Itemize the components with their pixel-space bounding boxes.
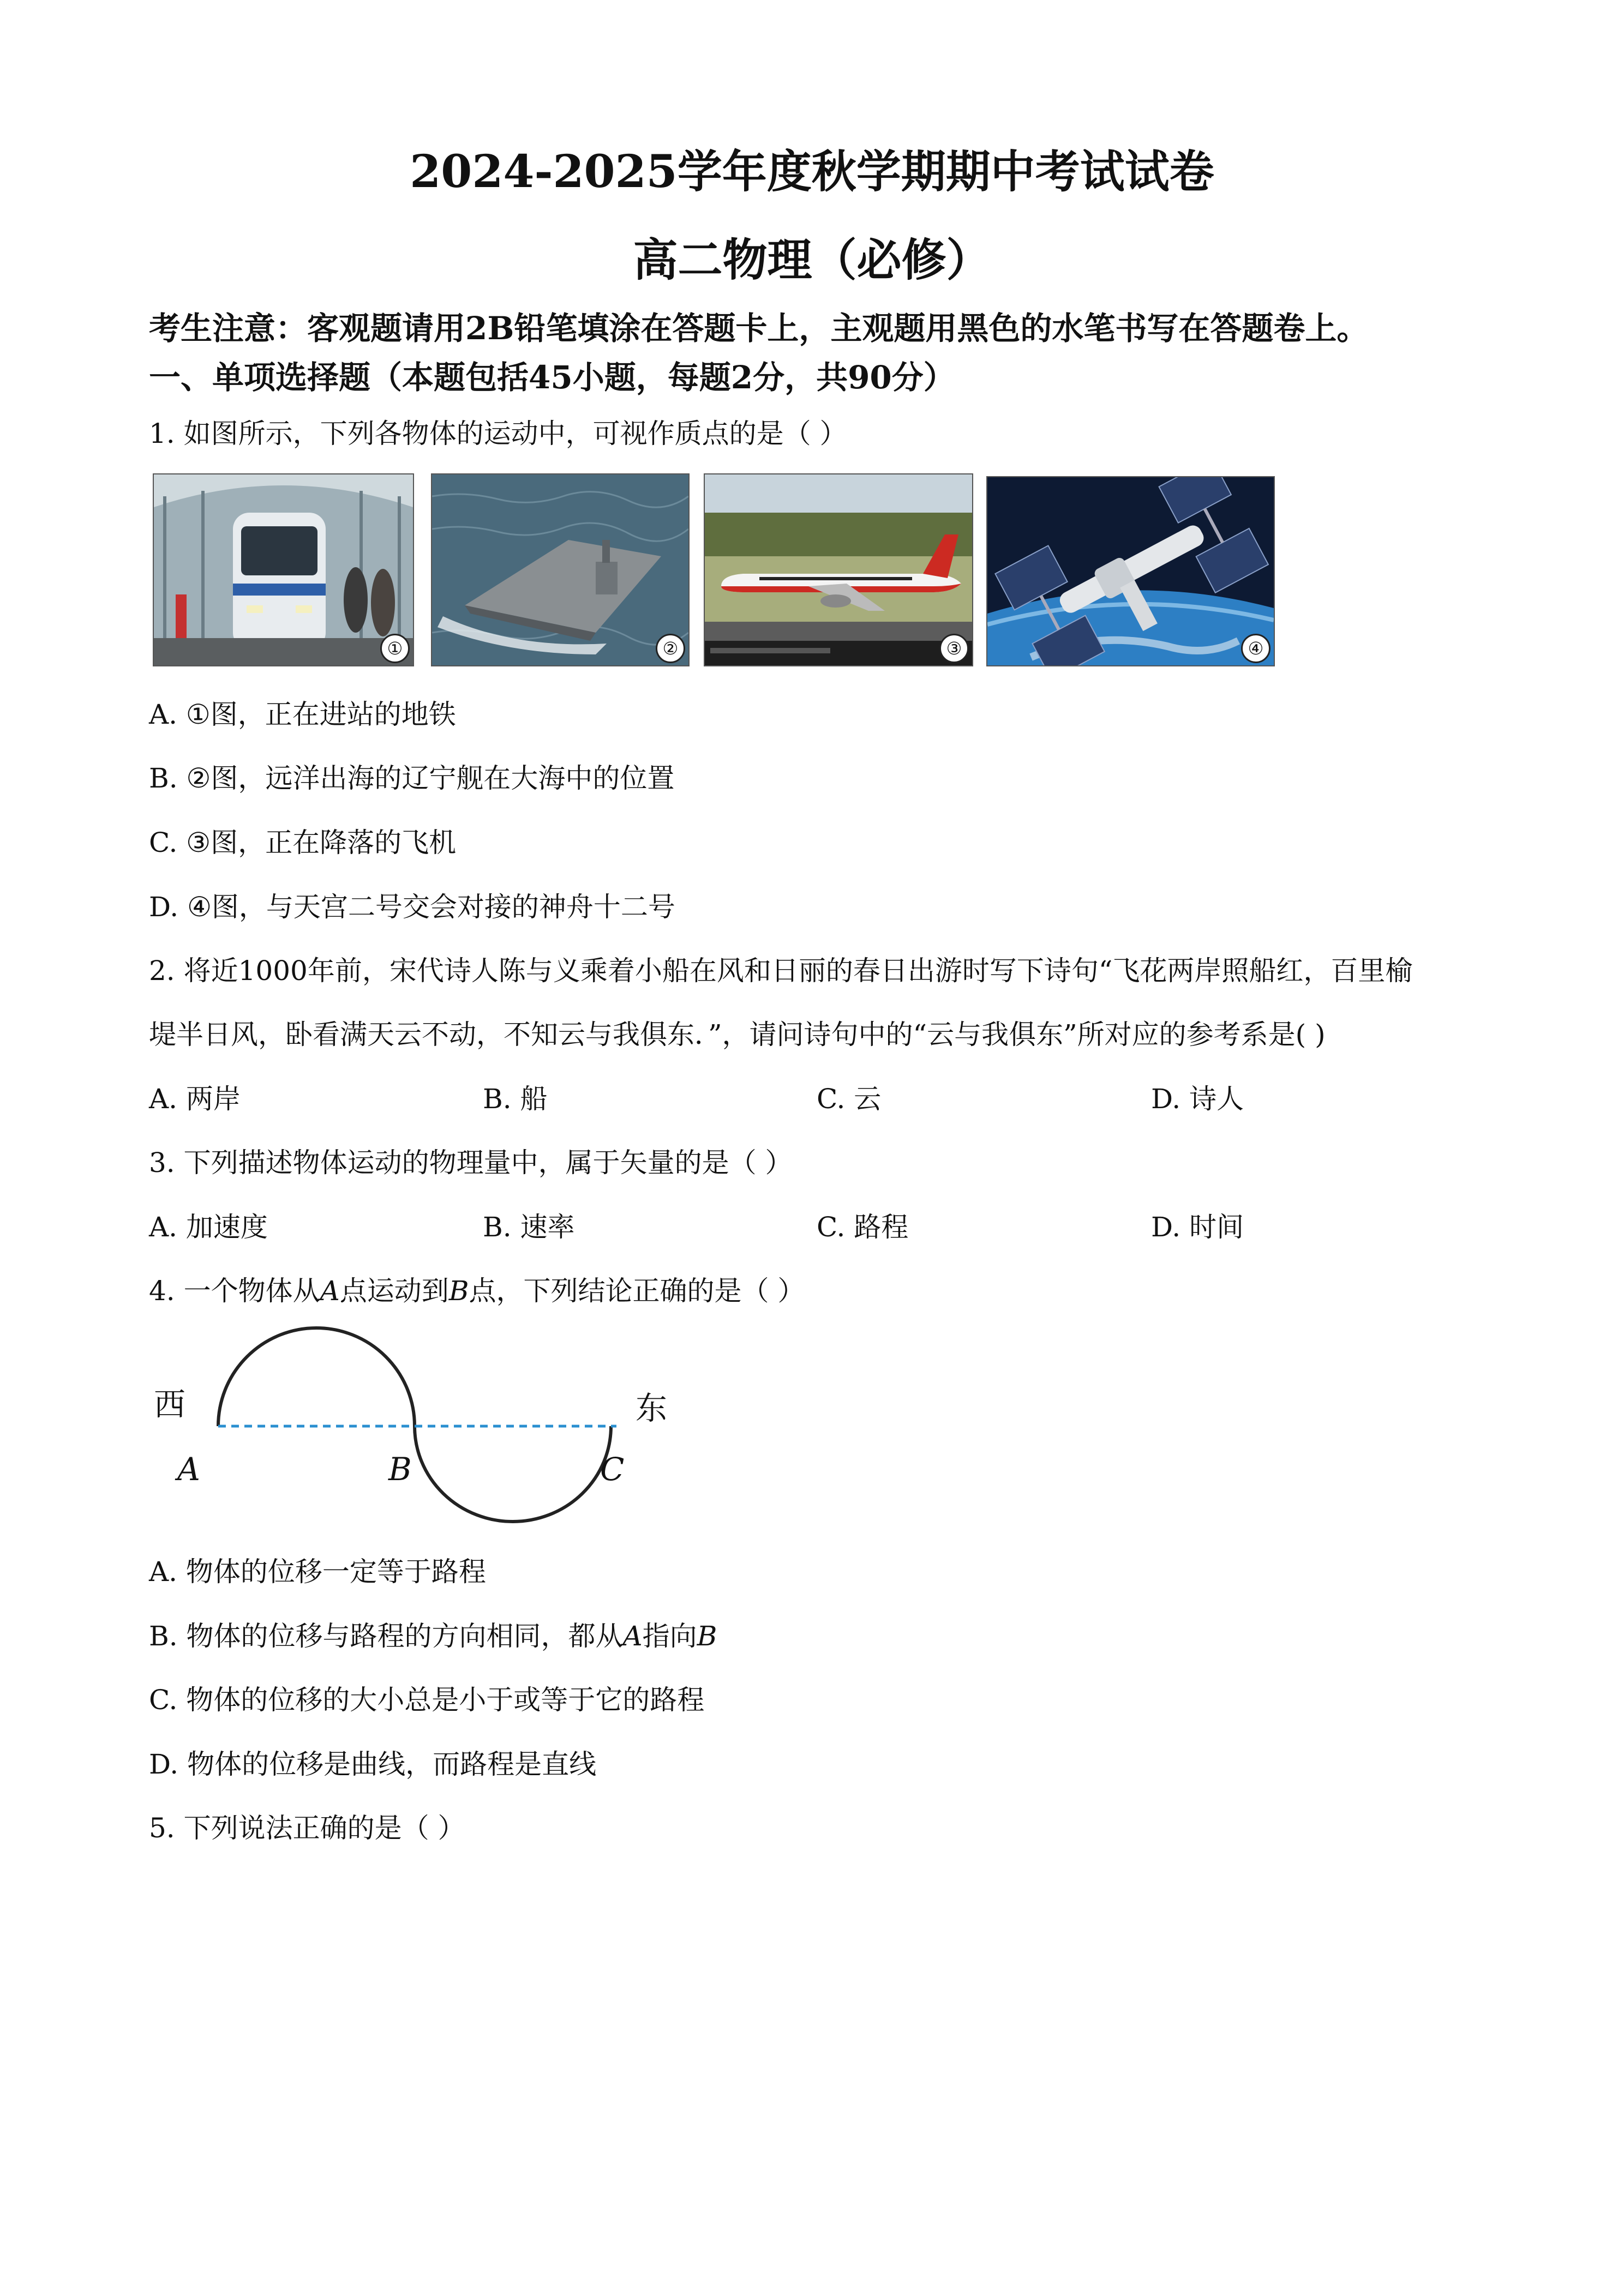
image-3-label: ③ [939,634,969,663]
path-arc-a-to-b [218,1328,415,1426]
image-2-label: ② [656,634,685,663]
path-arc-b-to-c [415,1426,611,1522]
question-4-option-b: B. 物体的位移与路程的方向相同，都从A指向B [149,1620,717,1652]
question-4-option-a: A. 物体的位移一定等于路程 [149,1556,486,1588]
image-4-label: ④ [1241,634,1271,663]
space-station-photo [986,476,1275,666]
question-2-option-b: B. 船 [483,1083,548,1115]
question-4-stem: 4. 一个物体从A点运动到B点，下列结论正确的是（ ） [149,1275,805,1307]
question-4-option-d: D. 物体的位移是曲线，而路程是直线 [149,1748,597,1780]
question-1-option-a: A. ①图，正在进站的地铁 [149,699,456,730]
exam-title: 2024-2025学年度秋学期期中考试试卷 [410,146,1214,198]
question-1-option-b: B. ②图，远洋出海的辽宁舰在大海中的位置 [149,762,675,794]
point-b-label: B [448,1275,469,1307]
east-label: 东 [636,1390,668,1427]
point-a-label: A [320,1275,340,1307]
question-4-option-c: C. 物体的位移的大小总是小于或等于它的路程 [149,1684,705,1716]
exam-subtitle: 高二物理（必修） [633,234,991,286]
question-2-options [0,1077,1624,1115]
question-3-stem: 3. 下列描述物体运动的物理量中，属于矢量的是（ ） [149,1147,793,1179]
section-heading: 一、单项选择题（本题包括45小题，每题2分，共90分） [149,359,955,396]
question-2-option-a: A. 两岸 [149,1083,241,1115]
subway-train-photo [153,473,414,666]
aircraft-carrier-photo [431,473,690,666]
airplane-photo [704,473,973,666]
exam-notice: 考生注意：客观题请用2B铅笔填涂在答题卡上，主观题用黑色的水笔书写在答题卷上。 [149,310,1369,347]
question-5-stem: 5. 下列说法正确的是（ ） [149,1812,465,1844]
west-label: 西 [154,1386,186,1423]
image-1-label: ① [380,634,410,663]
question-3-option-c: C. 路程 [817,1211,909,1243]
question-2-line-1: 2. 将近1000年前，宋代诗人陈与义乘着小船在风和日丽的春日出游时写下诗句“飞花两岸照船红，百里榆 [149,955,1413,987]
question-2-option-d: D. 诗人 [1151,1083,1244,1115]
point-c: C [600,1451,625,1488]
question-3-options [0,1205,1624,1243]
question-3-option-a: A. 加速度 [149,1211,268,1243]
point-b: B [388,1451,412,1488]
question-1-stem: 1. 如图所示，下列各物体的运动中，可视作质点的是（ ） [149,418,847,449]
point-a: A [177,1451,200,1488]
question-2-line-2: 堤半日风，卧看满天云不动，不知云与我俱东．”，请问诗句中的“云与我俱东”所对应的参考系是( ) [149,1019,1326,1050]
motion-path-diagram [147,1320,693,1538]
question-1-option-d: D. ④图，与天宫二号交会对接的神舟十二号 [149,891,675,923]
question-3-option-d: D. 时间 [1151,1211,1244,1243]
question-3-option-b: B. 速率 [483,1211,575,1243]
question-1-option-c: C. ③图，正在降落的飞机 [149,827,457,858]
question-2-option-c: C. 云 [817,1083,882,1115]
